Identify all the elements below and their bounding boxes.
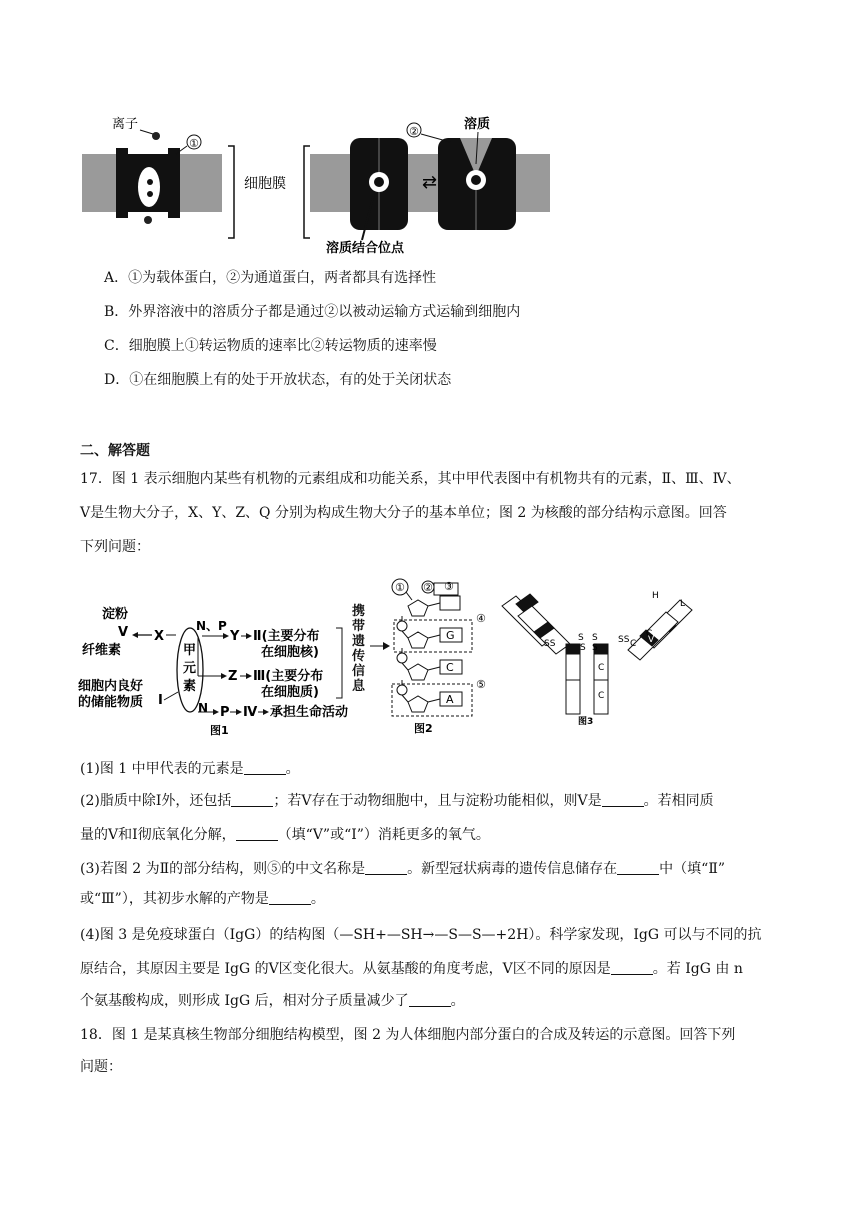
fig3-s1: S	[578, 633, 584, 643]
q18-stem-line2: 问题：	[80, 1059, 122, 1075]
answer-blank[interactable]	[409, 992, 451, 1007]
fig1-store1: 细胞内良好	[78, 679, 144, 694]
fig3-caption: 图3	[578, 717, 594, 726]
option-c: C．细胞膜上①转运物质的速率比②转运物质的速率慢	[104, 338, 437, 354]
membrane-transport-figure	[78, 108, 598, 258]
fig3-s2: S	[592, 633, 598, 643]
fig1-iii2: 在细胞质)	[261, 685, 319, 700]
fig1-caption: 图1	[210, 724, 229, 737]
figure-2	[388, 576, 498, 736]
answer-blank[interactable]	[611, 960, 653, 975]
fig3-c-arm2: C	[646, 629, 653, 639]
q17-sub4-cont1: 原结合，其原因主要是 IgG 的Ⅴ区变化很大。从氨基酸的角度考虑，Ⅴ区不同的原因是 。若 IgG 由 n	[80, 961, 743, 977]
fig1-jia2: 元	[183, 661, 197, 676]
fig1-v: Ⅴ	[118, 625, 129, 640]
fig3-v2: V	[648, 635, 655, 645]
fig1-jia3: 素	[183, 679, 197, 694]
fig1-x: X	[154, 629, 165, 644]
q17-sub1: (1)图 1 中甲代表的元素是 。	[80, 761, 300, 777]
fig2-caption: 图2	[414, 722, 433, 735]
fig3-c-stem2: C	[598, 691, 605, 701]
fig2-c5: ⑤	[476, 678, 486, 691]
q17-sub3-cont: 或“Ⅲ”），其初步水解的产物是 。	[80, 891, 325, 907]
section-heading: 二、解答题	[80, 443, 150, 459]
solute-label: 溶质	[464, 117, 491, 132]
fig1-ii: Ⅱ(主要分布	[253, 629, 320, 644]
fig1-cellulose: 纤维素	[82, 643, 122, 658]
fig1-i: Ⅰ	[158, 693, 163, 708]
fig1-np: N、P	[196, 619, 227, 633]
fig1-func: 承担生命活动	[270, 705, 349, 720]
fig2-c2: ②	[423, 581, 433, 594]
fig1-iii: Ⅲ(主要分布	[253, 669, 324, 684]
carry-info-vertical: 携 带 遗 传 信 息	[352, 604, 366, 694]
option-d: D．①在细胞膜上有的处于开放状态，有的处于关闭状态	[104, 372, 452, 388]
fig3-s4: S	[592, 643, 598, 653]
fig1-jia1: 甲	[183, 643, 197, 658]
q17-stem-line1: 17．图 1 表示细胞内某些有机物的元素组成和功能关系，其中甲代表图中有机物共有的元素，Ⅱ、Ⅲ、Ⅳ、	[80, 471, 741, 487]
q18-stem-line1: 18．图 1 是某真核生物部分细胞结构模型，图 2 为人体细胞内部分蛋白的合成及转运的示意图。回答下列	[80, 1027, 736, 1043]
fig1-store2: 的储能物质	[78, 695, 144, 710]
fig1-z: Z	[228, 669, 238, 684]
answer-blank[interactable]	[231, 792, 273, 807]
answer-blank[interactable]	[269, 890, 311, 905]
fig3-c-stem1: C	[598, 663, 605, 673]
fig2-c1: ①	[395, 581, 405, 594]
fig1-iv: Ⅳ	[243, 705, 258, 720]
answer-blank[interactable]	[617, 860, 659, 875]
fig2-a: A	[446, 693, 454, 706]
q17-sub2: (2)脂质中除Ⅰ外，还包括 ；若Ⅴ存在于动物细胞中，且与淀粉功能相似，则Ⅴ是 。若相同质	[80, 793, 714, 809]
answer-blank[interactable]	[244, 760, 286, 775]
ion-label: 离子	[112, 117, 139, 132]
fig3-l: L	[680, 599, 686, 609]
fig3-ss-right: SS	[618, 635, 630, 645]
answer-blank[interactable]	[236, 826, 278, 841]
fig2-c: C	[446, 661, 454, 674]
binding-site-label: 溶质结合位点	[326, 241, 405, 256]
fig3-v1: V	[660, 621, 667, 631]
fig3-c-arm1: C	[630, 639, 637, 649]
q17-stem-line2: Ⅴ是生物大分子，X、Y、Z、Q 分别为构成生物大分子的基本单位；图 2 为核酸的部分结构示意图。回答	[80, 505, 727, 521]
figure-3	[496, 586, 696, 726]
fig1-ii2: 在细胞核)	[261, 645, 319, 660]
fig1-starch: 淀粉	[102, 607, 129, 622]
ion-dot	[152, 132, 160, 140]
fig1-n: N	[198, 701, 209, 715]
equilibrium-arrow: ⇄	[422, 172, 438, 193]
fig2-c4: ④	[476, 612, 486, 625]
q17-sub4-cont2: 个氨基酸构成，则形成 IgG 后，相对分子质量减少了 。	[80, 993, 465, 1009]
fig3-h: H	[652, 591, 659, 601]
q17-sub4: (4)图 3 是免疫球蛋白（IgG）的结构图（—SH+—SH→—S—S—+2H）。科学家发现，IgG 可以与不同的抗	[80, 927, 762, 943]
option-a: A．①为载体蛋白，②为通道蛋白，两者都具有选择性	[104, 270, 437, 286]
fig1-p: P	[220, 705, 230, 720]
fig2-g: G	[446, 629, 455, 642]
q17-sub3: (3)若图 2 为Ⅱ的部分结构，则⑤的中文名称是 。新型冠状病毒的遗传信息储存在 中（填“Ⅱ”	[80, 861, 725, 877]
answer-blank[interactable]	[602, 792, 644, 807]
fig1-y: Y	[230, 629, 240, 644]
fig3-ss-left: SS	[544, 639, 556, 649]
answer-blank[interactable]	[365, 860, 407, 875]
option-b: B．外界溶液中的溶质分子都是通过②以被动运输方式运输到细胞内	[104, 304, 521, 320]
q17-sub2-cont: 量的Ⅴ和Ⅰ彻底氧化分解， （填“Ⅴ”或“Ⅰ”）消耗更多的氧气。	[80, 827, 490, 843]
label-1: ①	[189, 137, 199, 150]
label-2: ②	[409, 125, 419, 138]
fig2-c3: ③	[444, 580, 454, 593]
membrane-label: 细胞膜	[244, 176, 286, 192]
fig3-s3: S	[580, 643, 586, 653]
q17-stem-line3: 下列问题：	[80, 539, 150, 555]
figure-1	[78, 600, 378, 740]
